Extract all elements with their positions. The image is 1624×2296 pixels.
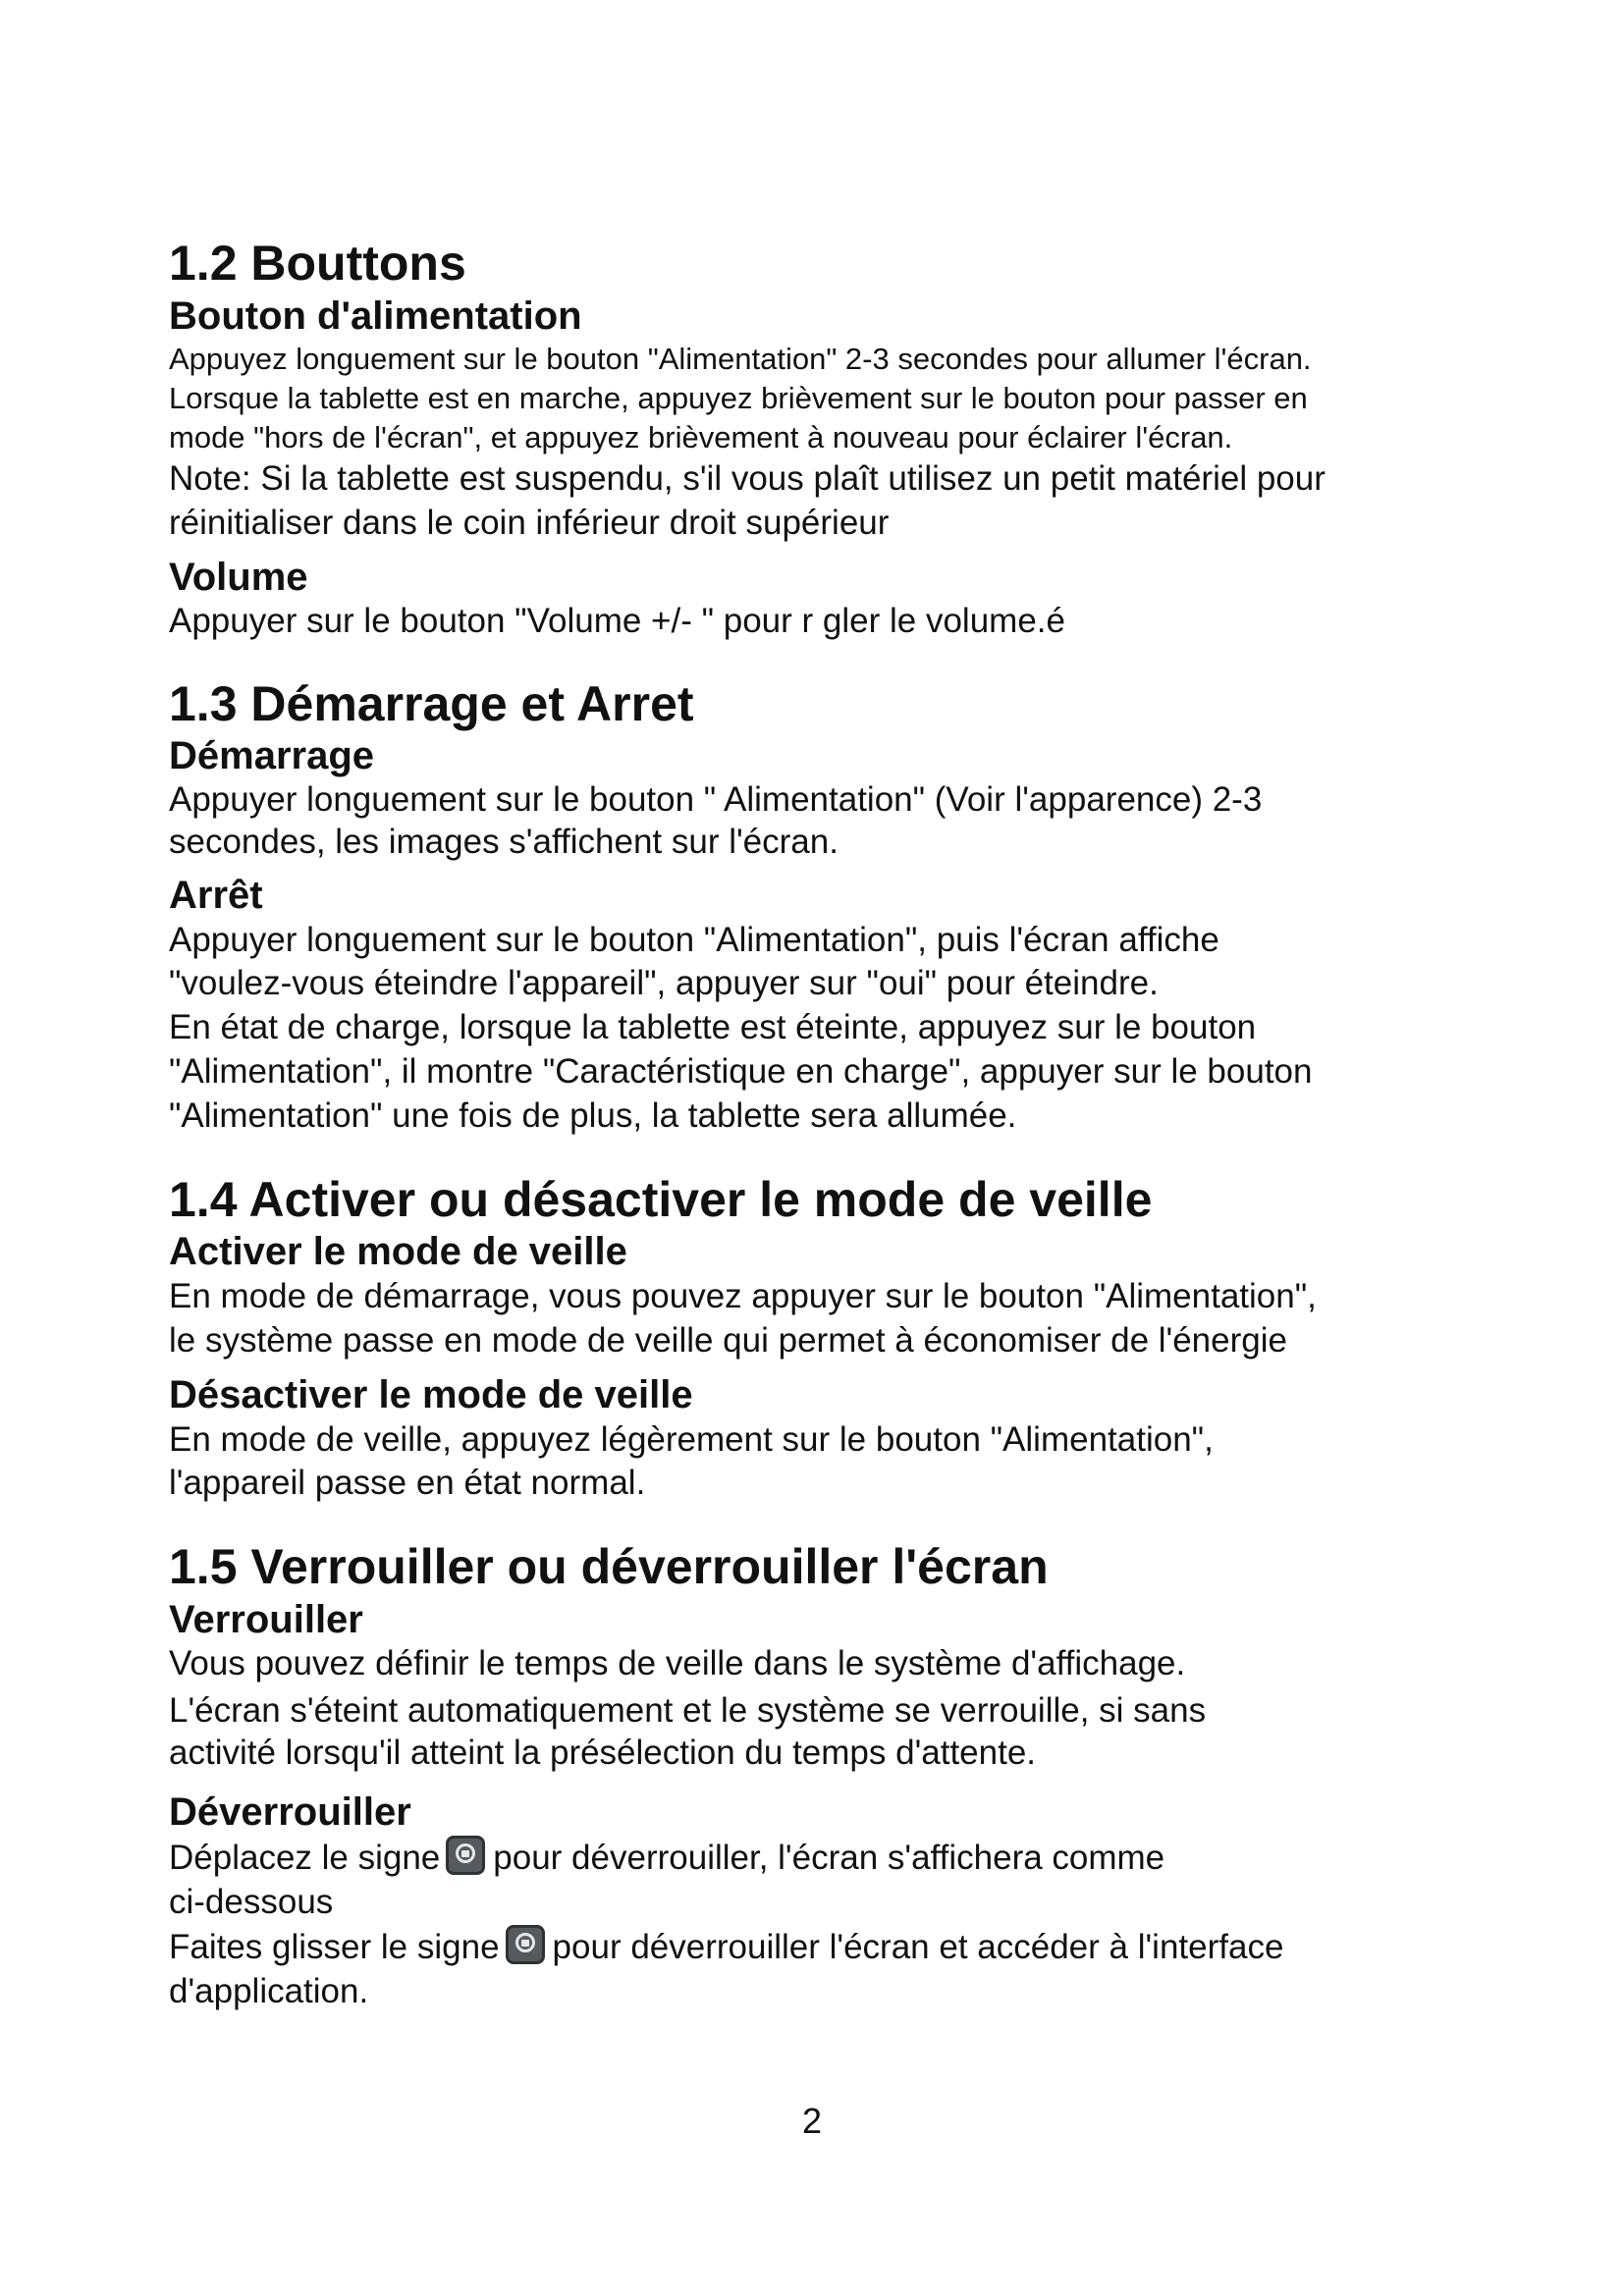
- text-line: le système passe en mode de veille qui permet à économiser de l'énergie: [169, 1320, 1287, 1360]
- text-line: mode "hors de l'écran", et appuyez brièvement à nouveau pour éclairer l'écran.: [169, 420, 1233, 455]
- text-line: Lorsque la tablette est en marche, appuyez brièvement sur le bouton pour passer en: [169, 380, 1308, 415]
- paragraph-desactiver-veille: [169, 1418, 1485, 1507]
- text-line: d'application.: [169, 1972, 369, 2011]
- section-title-1-3: 1.3 Démarrage et Arret: [169, 675, 694, 731]
- text-line: l'appareil passe en état normal.: [169, 1464, 646, 1503]
- text-line: [169, 1836, 1485, 1881]
- heading-desactiver-veille: Désactiver le mode de veille: [169, 1372, 693, 1416]
- text-line: "voulez-vous éteindre l'appareil", appuyer sur "oui" pour éteindre.: [169, 964, 1159, 1003]
- text-line: secondes, les images s'affichent sur l'écran.: [169, 822, 839, 861]
- heading-verrouiller: Verrouiller: [169, 1597, 363, 1641]
- heading-volume: Volume: [169, 555, 308, 599]
- text-line: Appuyez longuement sur le bouton "Alimentation" 2-3 secondes pour allumer l'écran.: [169, 341, 1312, 376]
- section-title-1-4: 1.4 Activer ou désactiver le mode de veille: [169, 1171, 1153, 1227]
- text-fragment: Faites glisser le signe: [169, 1927, 500, 1966]
- text-line: réinitialiser dans le coin inférieur droit supérieur: [169, 504, 890, 543]
- text-line: "Alimentation" une fois de plus, la tablette sera allumée.: [169, 1095, 1017, 1135]
- text-line: En état de charge, lorsque la tablette est éteinte, appuyez sur le bouton: [169, 1008, 1257, 1047]
- paragraph-note: [169, 457, 1485, 546]
- text-line: activité lorsqu'il atteint la présélection du temps d'attente.: [169, 1734, 1037, 1773]
- document-page: [169, 236, 1485, 2014]
- text-line: Appuyer longuement sur le bouton "Alimentation", puis l'écran affiche: [169, 920, 1219, 959]
- text-fragment: pour déverrouiller, l'écran s'affichera comme: [493, 1838, 1165, 1877]
- paragraph-verrouiller: [169, 1643, 1485, 1775]
- page-number: 2: [801, 2101, 823, 2141]
- text-line: "Alimentation", il montre "Caractéristique en charge", appuyer sur le bouton: [169, 1051, 1313, 1091]
- section-title-1-5: 1.5 Verrouiller ou déverrouiller l'écran: [169, 1539, 1049, 1595]
- heading-deverrouiller: Déverrouiller: [169, 1789, 411, 1834]
- lock-icon: [446, 1836, 485, 1875]
- paragraph-arret: [169, 919, 1485, 1139]
- section-title-1-2: 1.2 Bouttons: [169, 236, 466, 291]
- text-fragment: pour déverrouiller l'écran et accéder à l'interface: [552, 1927, 1284, 1966]
- lock-icon: [506, 1925, 545, 1964]
- text-line: Appuyer longuement sur le bouton " Alimentation" (Voir l'apparence) 2-3: [169, 780, 1263, 820]
- heading-activer-veille: Activer le mode de veille: [169, 1230, 627, 1274]
- paragraph-deverrouiller: [169, 1836, 1485, 2014]
- paragraph-demarrage: [169, 779, 1485, 863]
- text-fragment: Déplacez le signe: [169, 1838, 441, 1877]
- text-line: En mode de démarrage, vous pouvez appuyer sur le bouton "Alimentation",: [169, 1277, 1317, 1316]
- paragraph-alimentation: [169, 340, 1485, 458]
- text-line: ci-dessous: [169, 1883, 334, 1922]
- heading-arret: Arrêt: [169, 873, 263, 917]
- text-line: Note: Si la tablette est suspendu, s'il vous plaît utilisez un petit matériel pour: [169, 459, 1326, 499]
- text-line: Vous pouvez définir le temps de veille dans le système d'affichage.: [169, 1643, 1186, 1682]
- paragraph-volume: Appuyer sur le bouton "Volume +/- " pour r gler le volume.é: [169, 601, 1065, 640]
- heading-bouton-alimentation: Bouton d'alimentation: [169, 294, 582, 338]
- heading-demarrage: Démarrage: [169, 734, 375, 778]
- text-line: En mode de veille, appuyez légèrement sur le bouton "Alimentation",: [169, 1419, 1214, 1459]
- paragraph-activer-veille: [169, 1275, 1485, 1363]
- text-line: L'écran s'éteint automatiquement et le système se verrouille, si sans: [169, 1691, 1207, 1731]
- text-line: [169, 1925, 1485, 1970]
